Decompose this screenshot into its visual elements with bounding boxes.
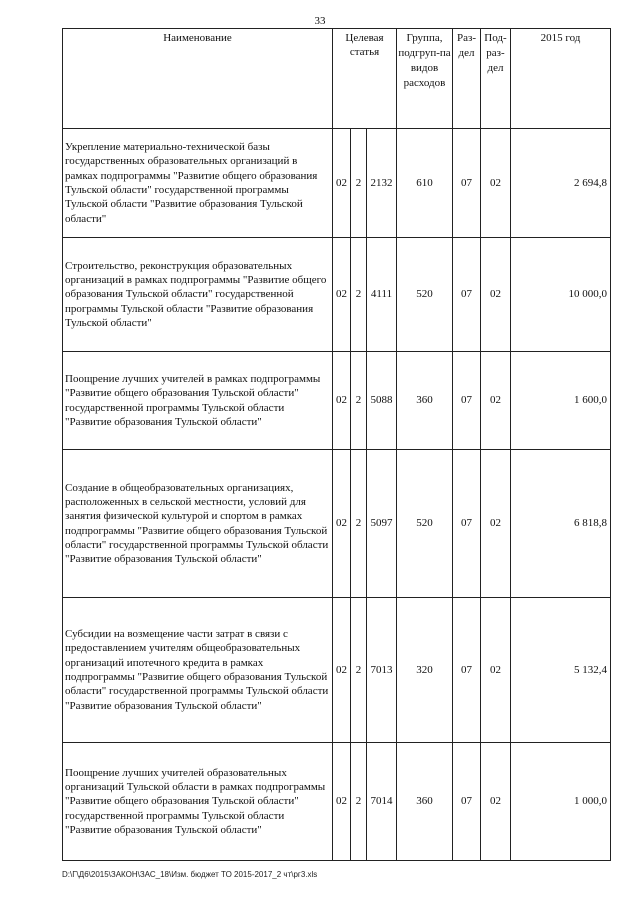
row-target-program: 02	[333, 129, 351, 238]
row-group: 520	[397, 450, 453, 598]
row-section: 07	[453, 598, 481, 743]
header-section: Раз-дел	[453, 29, 481, 129]
row-group: 360	[397, 352, 453, 450]
table-row	[63, 238, 611, 352]
table-row	[63, 129, 611, 238]
row-subsection: 02	[481, 129, 511, 238]
header-name: Наименование	[63, 29, 333, 129]
row-amount: 10 000,0	[511, 238, 611, 352]
row-section: 07	[453, 352, 481, 450]
row-target-direction: 2132	[367, 129, 397, 238]
row-name: Субсидии на возмещение части затрат в связи с предоставлением учителям общеобразовательных организаций ипотечного кредита в рамках подпрограммы "Развитие общего образования Тульской области" государственной программы Тульской области "Развитие образования Тульской области"	[63, 598, 333, 743]
row-target-program: 02	[333, 238, 351, 352]
header-target: Целевая статья	[333, 29, 397, 129]
row-target-direction: 5088	[367, 352, 397, 450]
row-target-subprogram: 2	[351, 450, 367, 598]
row-subsection: 02	[481, 743, 511, 861]
row-subsection: 02	[481, 352, 511, 450]
row-name: Поощрение лучших учителей образовательных организаций Тульской области в рамках подпрограммы "Развитие общего образования Тульской области" государственной программы Тульской области "Развитие образования Тульской области"	[63, 743, 333, 861]
row-section: 07	[453, 743, 481, 861]
row-target-direction: 4111	[367, 238, 397, 352]
row-name: Создание в общеобразовательных организациях, расположенных в сельской местности, условий для занятия физической культурой и спортом в рамках подпрограммы "Развитие общего образования Тульской области" государственной программы Тульской области "Развитие образования Тульской области"	[63, 450, 333, 598]
row-amount: 1 600,0	[511, 352, 611, 450]
header-year: 2015 год	[511, 29, 611, 129]
table-row	[63, 450, 611, 598]
row-group: 520	[397, 238, 453, 352]
header-subsection: Под-раз-дел	[481, 29, 511, 129]
page-number: 33	[314, 15, 326, 27]
table-row	[63, 743, 611, 861]
row-target-program: 02	[333, 352, 351, 450]
row-group: 610	[397, 129, 453, 238]
row-target-direction: 7014	[367, 743, 397, 861]
row-amount: 1 000,0	[511, 743, 611, 861]
table-row	[63, 598, 611, 743]
row-amount: 5 132,4	[511, 598, 611, 743]
row-section: 07	[453, 238, 481, 352]
row-subsection: 02	[481, 238, 511, 352]
table-header-row	[63, 29, 611, 129]
row-group: 360	[397, 743, 453, 861]
row-amount: 6 818,8	[511, 450, 611, 598]
table-row	[63, 352, 611, 450]
row-name: Укрепление материально-технической базы государственных образовательных организаций в рамках подпрограммы "Развитие общего образования Тульской области" государственной программы Тульской области "Развитие образования Тульской области"	[63, 129, 333, 238]
row-name: Строительство, реконструкция образовательных организаций в рамках подпрограммы "Развитие общего образования Тульской области" государственной программы Тульской области "Развитие образования Тульской области"	[63, 238, 333, 352]
row-target-program: 02	[333, 598, 351, 743]
row-group: 320	[397, 598, 453, 743]
row-target-subprogram: 2	[351, 238, 367, 352]
row-target-direction: 5097	[367, 450, 397, 598]
row-subsection: 02	[481, 598, 511, 743]
row-target-subprogram: 2	[351, 352, 367, 450]
row-amount: 2 694,8	[511, 129, 611, 238]
row-target-subprogram: 2	[351, 743, 367, 861]
row-target-program: 02	[333, 743, 351, 861]
row-target-direction: 7013	[367, 598, 397, 743]
row-target-subprogram: 2	[351, 129, 367, 238]
file-path-footer: D:\Г\Д6\2015\ЗАКОН\ЗАС_18\Изм. бюджет ТО 2015-2017_2 чт\рг3.xls	[62, 870, 318, 879]
row-section: 07	[453, 450, 481, 598]
row-target-program: 02	[333, 450, 351, 598]
budget-table	[62, 28, 611, 861]
row-target-subprogram: 2	[351, 598, 367, 743]
row-section: 07	[453, 129, 481, 238]
header-group: Группа, подгруп-па видов расходов	[397, 29, 453, 129]
row-name: Поощрение лучших учителей в рамках подпрограммы "Развитие общего образования Тульской области" государственной программы Тульской области "Развитие образования Тульской области"	[63, 352, 333, 450]
row-subsection: 02	[481, 450, 511, 598]
